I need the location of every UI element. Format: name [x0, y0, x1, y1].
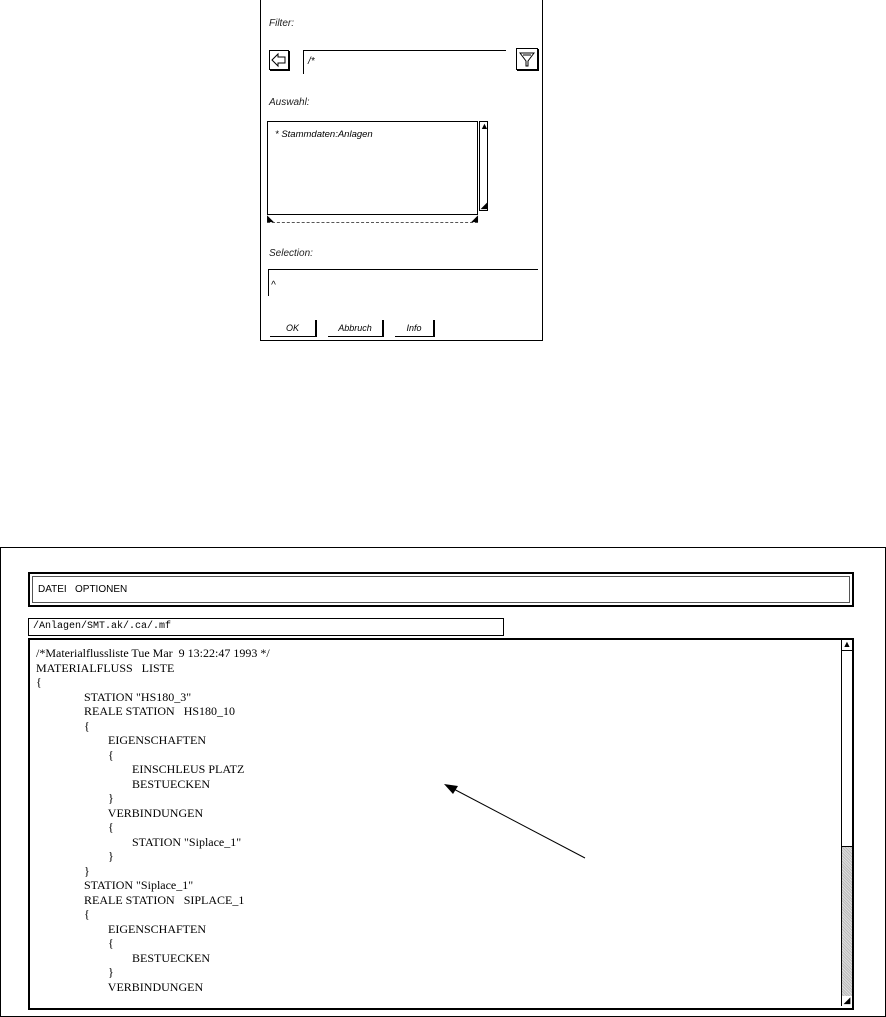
arrow-left-icon	[270, 51, 288, 69]
selection-input[interactable]	[268, 269, 538, 296]
editor-line: MATERIALFLUSS LISTE	[36, 660, 175, 675]
list-item[interactable]: * Stammdaten:Anlagen	[275, 129, 373, 140]
editor-line: STATION "Siplace_1"	[36, 878, 194, 892]
selection-value: ^	[271, 280, 276, 291]
editor-line: }	[36, 863, 90, 878]
ok-button[interactable]: OK	[270, 320, 317, 337]
editor-line: EINSCHLEUS PLATZ	[36, 762, 245, 776]
editor-line: {	[36, 936, 114, 950]
selection-listbox[interactable]	[267, 121, 478, 215]
scroll-down-arrow-icon[interactable]: ◢	[843, 995, 851, 1005]
filter-apply-button[interactable]	[516, 48, 538, 70]
menu-optionen[interactable]: OPTIONEN	[75, 584, 128, 595]
scroll-left-arrow-icon[interactable]: ◣	[267, 213, 274, 223]
scroll-thumb[interactable]	[842, 651, 852, 847]
editor-text	[36, 646, 270, 994]
listbox-vertical-scrollbar[interactable]	[479, 121, 488, 211]
editor-line: {	[36, 747, 114, 762]
editor-line: VERBINDUNGEN	[36, 979, 204, 994]
cancel-button[interactable]: Abbruch	[328, 320, 384, 337]
editor-line: {	[36, 907, 90, 921]
editor-line: REALE STATION SIPLACE_1	[36, 892, 245, 907]
editor-line: STATION "Siplace_1"	[36, 834, 242, 849]
scroll-right-arrow-icon[interactable]: ◢	[471, 213, 478, 223]
info-button[interactable]: Info	[395, 320, 435, 337]
filter-input[interactable]	[303, 50, 506, 74]
selection-label: Selection:	[269, 248, 313, 259]
listbox-horizontal-scrollbar[interactable]	[267, 214, 478, 223]
funnel-icon	[517, 49, 537, 69]
editor-line: /*Materialflussliste Tue Mar 9 13:22:47 1993 */	[36, 646, 270, 660]
file-path-field[interactable]: /Anlagen/SMT.ak/.ca/.mf	[28, 618, 504, 636]
editor-line: {	[36, 820, 114, 834]
scroll-down-arrow-icon[interactable]: ◢	[480, 200, 488, 210]
editor-line: }	[36, 965, 114, 979]
menu-bar	[28, 572, 854, 607]
editor-line: VERBINDUNGEN	[36, 805, 204, 820]
editor-line: {	[36, 675, 42, 689]
pointer-arrow-icon	[440, 780, 590, 860]
selection-list-label: Auswahl:	[269, 97, 310, 108]
editor-line: EIGENSCHAFTEN	[36, 921, 206, 936]
editor-line: EIGENSCHAFTEN	[36, 733, 206, 747]
editor-vertical-scrollbar[interactable]	[841, 640, 852, 1006]
menu-datei[interactable]: DATEI	[38, 584, 67, 595]
scroll-up-arrow-icon[interactable]: ▲	[842, 639, 852, 649]
editor-line: REALE STATION HS180_10	[36, 704, 236, 718]
editor-line: STATION "HS180_3"	[36, 689, 192, 704]
filter-back-button[interactable]	[269, 50, 289, 70]
editor-line: }	[36, 849, 114, 863]
editor-line: {	[36, 718, 90, 733]
filter-label: Filter:	[269, 18, 294, 29]
scroll-up-arrow-icon[interactable]: ▲	[480, 121, 489, 131]
editor-line: BESTUECKEN	[36, 776, 210, 791]
editor-line: BESTUECKEN	[36, 950, 210, 965]
editor-line: }	[36, 791, 114, 805]
filter-value: /*	[308, 56, 315, 67]
